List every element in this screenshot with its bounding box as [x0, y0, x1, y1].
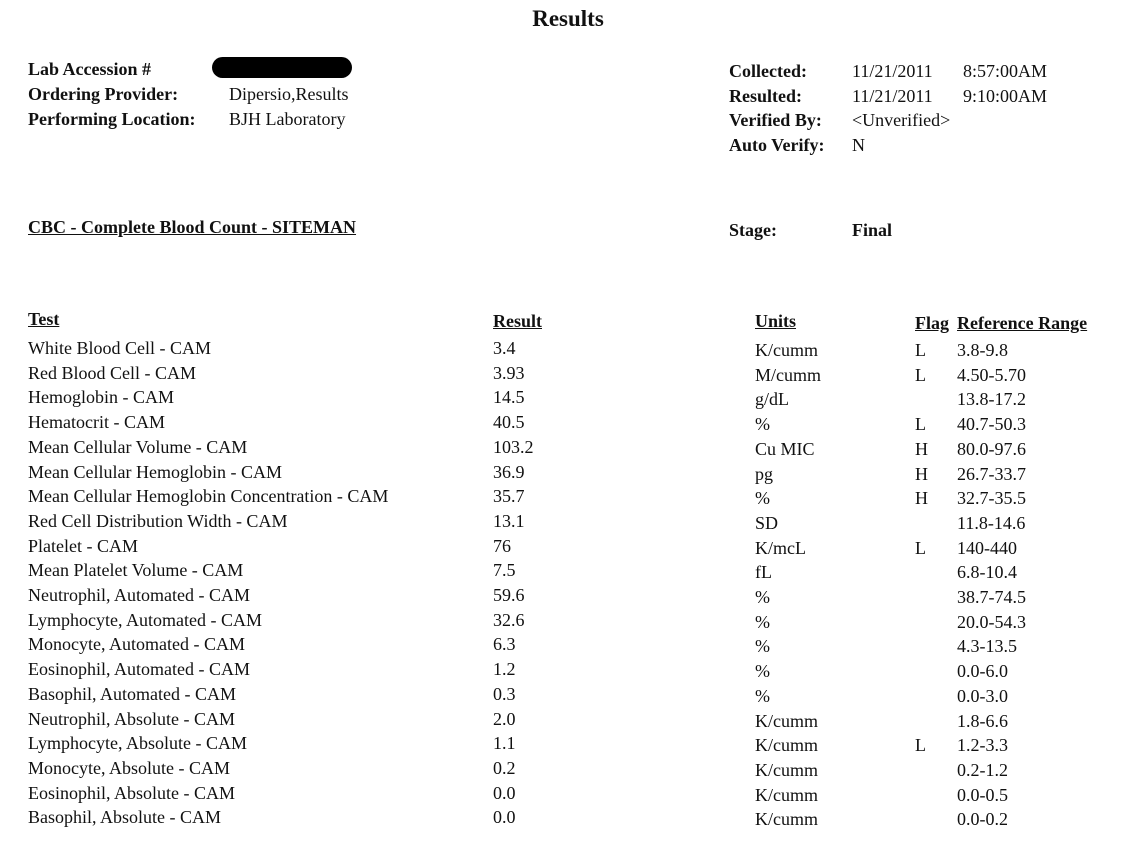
- cell-result: 59.6: [493, 585, 525, 605]
- table-row: [0, 733, 1136, 757]
- cell-units: pg: [755, 463, 773, 484]
- column-header-result: Result: [493, 311, 542, 331]
- cell-units: %: [755, 685, 770, 706]
- table-row: [0, 511, 1136, 535]
- cell-units: %: [755, 488, 770, 509]
- resulted-time: 9:10:00AM: [963, 86, 1048, 106]
- table-row: [0, 486, 1136, 510]
- cell-units: K/cumm: [755, 809, 818, 830]
- table-row: [0, 758, 1136, 782]
- cell-test: Neutrophil, Automated - CAM: [28, 585, 250, 605]
- cell-result: 7.5: [493, 560, 516, 581]
- performing-location-label: Performing Location:: [28, 109, 196, 129]
- table-row: [0, 610, 1136, 634]
- cell-units: g/dL: [755, 389, 789, 410]
- table-row: [0, 560, 1136, 584]
- table-row: [0, 684, 1136, 708]
- cell-test: Red Blood Cell - CAM: [28, 362, 197, 383]
- cell-result: 36.9: [493, 461, 525, 482]
- cell-units: M/cumm: [755, 364, 821, 385]
- cell-test: Lymphocyte, Absolute - CAM: [28, 733, 247, 754]
- cell-reference-range: 1.2-3.3: [957, 735, 1008, 756]
- cell-reference-range: 38.7-74.5: [957, 587, 1026, 607]
- table-row: [0, 462, 1136, 486]
- resulted-date: 11/21/2011: [852, 86, 933, 106]
- table-row: [0, 363, 1136, 387]
- cell-units: %: [755, 636, 770, 657]
- cell-reference-range: 1.8-6.6: [957, 710, 1008, 731]
- cell-result: 1.1: [493, 733, 516, 754]
- table-row: [0, 412, 1136, 436]
- cell-units: K/cumm: [755, 710, 818, 731]
- cell-result: 6.3: [493, 634, 516, 655]
- cell-test: Mean Cellular Volume - CAM: [28, 436, 248, 457]
- verified-by-label: Verified By:: [729, 110, 822, 130]
- cell-result: 2.0: [493, 708, 516, 729]
- cell-result: 13.1: [493, 510, 525, 531]
- stage-label: Stage:: [729, 220, 777, 240]
- table-row: [0, 338, 1136, 362]
- cell-test: Mean Platelet Volume - CAM: [28, 560, 244, 581]
- cell-flag: L: [915, 537, 926, 558]
- cell-units: K/mcL: [755, 537, 806, 558]
- cell-reference-range: 0.0-6.0: [957, 661, 1008, 682]
- collected-label: Collected:: [729, 61, 807, 81]
- stage-value: Final: [852, 220, 893, 240]
- cell-reference-range: 3.8-9.8: [957, 340, 1008, 360]
- cell-reference-range: 4.3-13.5: [957, 636, 1017, 657]
- cell-result: 0.2: [493, 757, 516, 778]
- cell-flag: H: [915, 463, 928, 484]
- cell-test: Hemoglobin - CAM: [28, 387, 174, 408]
- cell-reference-range: 80.0-97.6: [957, 438, 1026, 459]
- cell-reference-range: 26.7-33.7: [957, 463, 1026, 484]
- cell-units: %: [755, 414, 770, 435]
- cell-test: Red Cell Distribution Width - CAM: [28, 510, 288, 531]
- cell-reference-range: 4.50-5.70: [957, 364, 1026, 385]
- column-header-reference-range: Reference Range: [957, 313, 1088, 333]
- cell-test: Monocyte, Automated - CAM: [28, 634, 245, 655]
- verified-by-value: <Unverified>: [852, 110, 951, 130]
- cell-reference-range: 0.0-0.5: [957, 784, 1008, 805]
- cell-units: SD: [755, 512, 779, 533]
- auto-verify-value: N: [852, 135, 865, 155]
- page-title: Results: [532, 6, 604, 31]
- cell-result: 3.4: [493, 338, 516, 358]
- ordering-provider-value: Dipersio,Results: [229, 84, 349, 104]
- table-row: [0, 709, 1136, 733]
- cell-units: fL: [755, 562, 772, 583]
- cell-units: Cu MIC: [755, 438, 815, 459]
- cell-test: Platelet - CAM: [28, 535, 138, 556]
- column-header-units: Units: [755, 311, 797, 331]
- section-title: CBC - Complete Blood Count - SITEMAN: [28, 217, 357, 237]
- ordering-provider-label: Ordering Provider:: [28, 84, 179, 104]
- lab-accession-label: Lab Accession #: [28, 59, 152, 79]
- cell-result: 0.0: [493, 807, 516, 828]
- cell-units: K/cumm: [755, 735, 818, 756]
- cell-result: 32.6: [493, 609, 525, 630]
- cell-result: 14.5: [493, 387, 525, 408]
- cell-test: Lymphocyte, Automated - CAM: [28, 609, 262, 630]
- cell-flag: L: [915, 735, 926, 756]
- cell-test: White Blood Cell - CAM: [28, 338, 211, 358]
- table-row: [0, 783, 1136, 807]
- cell-test: Mean Cellular Hemoglobin - CAM: [28, 461, 282, 482]
- cell-units: K/cumm: [755, 340, 818, 360]
- table-row: [0, 585, 1136, 609]
- cell-reference-range: 11.8-14.6: [957, 512, 1026, 533]
- cell-units: K/cumm: [755, 784, 818, 805]
- cell-reference-range: 140-440: [957, 537, 1017, 558]
- cell-flag: L: [915, 364, 926, 385]
- table-row: [0, 634, 1136, 658]
- cell-reference-range: 6.8-10.4: [957, 562, 1017, 583]
- collected-time: 8:57:00AM: [963, 61, 1048, 81]
- resulted-label: Resulted:: [729, 86, 802, 106]
- cell-result: 40.5: [493, 412, 525, 433]
- cell-reference-range: 32.7-35.5: [957, 488, 1026, 509]
- column-header-flag: Flag: [915, 313, 949, 333]
- column-header-test: Test: [28, 309, 60, 329]
- cell-test: Eosinophil, Automated - CAM: [28, 659, 250, 680]
- table-row: [0, 659, 1136, 683]
- cell-reference-range: 0.2-1.2: [957, 759, 1008, 780]
- cell-result: 76: [493, 535, 511, 556]
- cell-test: Basophil, Absolute - CAM: [28, 807, 222, 828]
- cell-units: %: [755, 587, 770, 607]
- cell-flag: H: [915, 438, 928, 459]
- cell-test: Neutrophil, Absolute - CAM: [28, 708, 235, 729]
- table-row: [0, 387, 1136, 411]
- cell-reference-range: 0.0-3.0: [957, 685, 1008, 706]
- cell-reference-range: 13.8-17.2: [957, 389, 1026, 410]
- cell-reference-range: 40.7-50.3: [957, 414, 1026, 435]
- cell-units: K/cumm: [755, 759, 818, 780]
- cell-reference-range: 0.0-0.2: [957, 809, 1008, 830]
- cell-test: Monocyte, Absolute - CAM: [28, 757, 230, 778]
- cell-result: 0.0: [493, 782, 516, 803]
- cell-test: Mean Cellular Hemoglobin Concentration - CAM: [28, 486, 389, 507]
- performing-location-value: BJH Laboratory: [229, 109, 346, 129]
- table-row: [0, 536, 1136, 560]
- cell-result: 35.7: [493, 486, 525, 507]
- cell-flag: H: [915, 488, 928, 509]
- cell-result: 1.2: [493, 659, 516, 680]
- auto-verify-label: Auto Verify:: [729, 135, 825, 155]
- table-row: [0, 807, 1136, 831]
- cell-test: Eosinophil, Absolute - CAM: [28, 782, 236, 803]
- collected-date: 11/21/2011: [852, 61, 933, 81]
- cell-units: %: [755, 661, 770, 682]
- cell-result: 103.2: [493, 436, 534, 457]
- cell-result: 3.93: [493, 362, 525, 383]
- cell-flag: L: [915, 414, 926, 435]
- redacted-accession-number: [212, 57, 352, 78]
- cell-test: Hematocrit - CAM: [28, 412, 165, 433]
- cell-units: %: [755, 611, 770, 632]
- cell-result: 0.3: [493, 683, 516, 704]
- cell-test: Basophil, Automated - CAM: [28, 683, 236, 704]
- cell-flag: L: [915, 340, 926, 360]
- table-row: [0, 437, 1136, 461]
- cell-reference-range: 20.0-54.3: [957, 611, 1026, 632]
